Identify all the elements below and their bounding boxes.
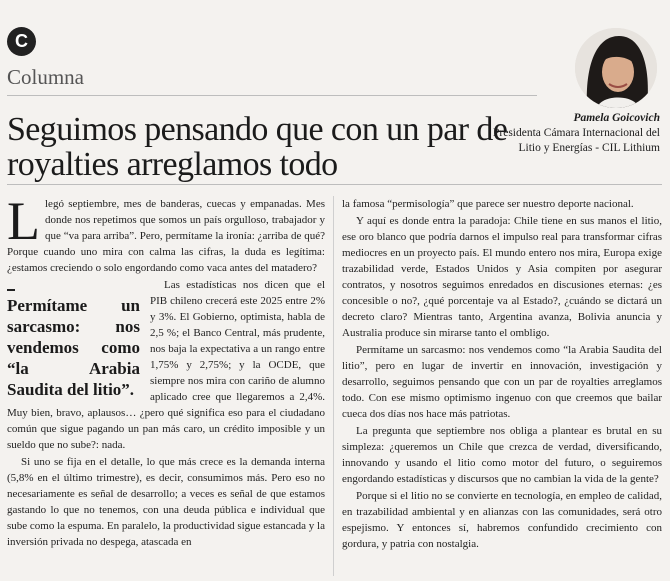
top-divider <box>7 95 537 96</box>
paragraph-1-text: legó septiembre, mes de banderas, cuecas y empanadas. Mes donde nos repetimos que somos un país orgulloso, trabajador y que “va para arriba”. Pero, permítame la ironía: ¿arriba de qué? Porque cuando uno mira con calma las cifras, la duda es legítima: ¿estamos creciendo o solo engordando como vaca antes del matadero? <box>7 198 325 274</box>
middle-divider <box>7 184 662 185</box>
article-column-right <box>342 196 662 553</box>
pull-quote-text: Permítame un sarcasmo: nos vendemos como “la Arabia Saudita del litio”. <box>7 296 140 399</box>
headline: Seguimos pensando que con un par de royalties arreglamos todo <box>7 111 508 183</box>
column-badge: C <box>7 27 36 56</box>
paragraph-8: Porque si el litio no se convierte en tecnología, en empleo de calidad, en trazabilidad ambiental y en alianzas con las comunidades, será otro espejismo. Y entonces sí, habremos confundido crecimiento con gordura, y patria con nostalgia. <box>342 490 662 550</box>
paragraph-3: Si uno se fija en el detalle, lo que más crece es la demanda interna (5,8% en el último trimestre), es decir, consumimos más. Pero eso no necesariamente es señal de desarrollo; a veces es señal de que estamos gastando lo que no tenemos, con una deuda pública e individual que sube como la espuma. En paralelo, la productividad sigue estancada y la inversión privada no despega, atascada en <box>7 456 325 548</box>
paragraph-4: la famosa “permisología” que parece ser nuestro deporte nacional. <box>342 198 634 210</box>
paragraph-1 <box>7 191 325 276</box>
section-label: Columna <box>7 65 84 89</box>
author-name: Pamela Goicovich <box>573 112 660 124</box>
article-column-left <box>7 191 325 551</box>
paragraph-5: Y aquí es donde entra la paradoja: Chile tiene en sus manos el litio, ese oro blanco que podría darnos el impulso real para transformar cifras mediocres en un proyecto país. El mundo entero nos mira, Europa exige trazabilidad verde, Estados Unidos y Asia compiten por asegurar contratos, y nosotros seguimos enredados en discusiones eternas: ¿es concesible o no?, ¿qué porcentaje va al Estado?, ¿cuándo se dictará un decreto claro? Mientras tanto, Argentina avanza, Bolivia anuncia y Australia produce sin mirarse tanto el ombligo. <box>342 215 662 339</box>
paragraph-7: La pregunta que septiembre nos obliga a plantear es brutal en su simpleza: ¿queremos un Chile que crezca de verdad, diversificando, innovando y usando el litio como motor del futuro, o seguiremos engordando estadísticas y discursos que no cambian la vida de la gente? <box>342 425 662 485</box>
paragraph-6: Permítame un sarcasmo: nos vendemos como “la Arabia Saudita del litio”, pero en lugar de invertir en innovación, investigación y desarrollo, seguimos pensando que con un par de royalties arreglamos todo. Con ese mismo optimismo ingenuo con que creemos que bailar cueca dos días nos hace más patriotas. <box>342 344 662 420</box>
author-role: Presidenta Cámara Internacional del Litio y Energías - CIL Lithium <box>493 127 660 154</box>
author-photo <box>575 28 657 108</box>
pull-quote-rule <box>7 289 15 291</box>
paragraph-2: Las estadísticas nos dicen que el PIB chileno crecerá este 2025 entre 2% y 3%. El Gobierno, optimista, habla de 2,5 %; el Banco Central, más prudente, nos baja la expectativa a un rango entre 1,75% y 2,75%; y la OCDE, que siempre nos mira con cariño de alumno aplicado cree que llegaremos a 2,4%. Muy bien, bravo, aplausos… ¿pero qué significa eso para el ciudadano común que sigue pagando un pan más caro, un crédito imposible y un sueldo que no sube?: nada. <box>7 279 325 451</box>
column-divider <box>333 196 334 576</box>
dropcap: L <box>7 191 40 251</box>
pull-quote <box>7 289 140 400</box>
